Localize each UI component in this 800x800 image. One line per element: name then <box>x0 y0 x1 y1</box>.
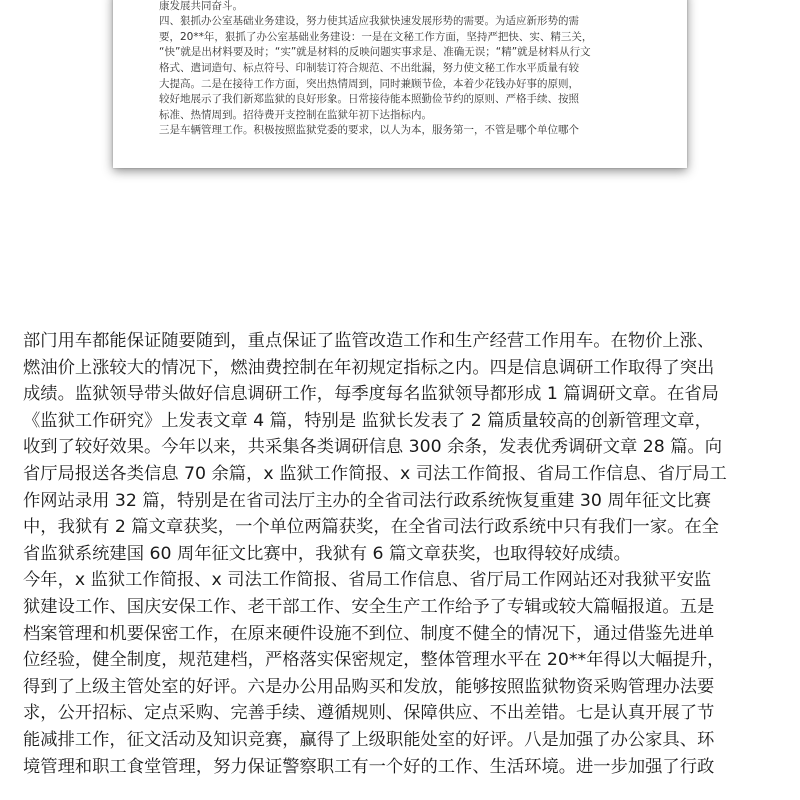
body-line: 今年，x 监狱工作简报、x 司法工作简报、省局工作信息、省厅局工作网站还对我狱平安监 <box>23 570 712 591</box>
body-line: 省监狱系统建国 60 周年征文比赛中，我狱有 6 篇文章获奖，也取得较好成绩。 <box>23 543 631 564</box>
document-preview-card <box>113 0 687 168</box>
card-line: “快”就是出材料要及时；“实”就是材料的反映问题实事求是、准确无误；“精”就是材料从行文 <box>159 46 591 59</box>
body-line: 燃油价上涨较大的情况下，燃油费控制在年初规定指标之内。四是信息调研工作取得了突出 <box>23 357 715 378</box>
body-line: 中，我狱有 2 篇文章获奖，一个单位两篇获奖，在全省司法行政系统中只有我们一家。在全 <box>23 517 719 538</box>
card-text-block <box>159 0 649 139</box>
card-line: 大提高。二是在接待工作方面，突出热情周到，同时兼顾节俭，本着少花钱办好事的原则， <box>159 77 579 90</box>
card-line: 康发展共同奋斗。 <box>159 0 243 12</box>
body-line: 《监狱工作研究》上发表文章 4 篇，特别是 监狱长发表了 2 篇质量较高的创新管理文章， <box>23 410 712 431</box>
main-text-block <box>23 328 783 780</box>
body-line: 位经验，健全制度，规范建档，严格落实保密规定，整体管理水平在 20**年得以大幅提升， <box>23 650 725 671</box>
card-line: 标准、热情周到。招待费开支控制在监狱年初下达指标内。 <box>159 108 432 121</box>
card-line: 三是车辆管理工作。积极按照监狱党委的要求，以人为本，服务第一，不管是哪个单位哪个 <box>159 124 579 137</box>
card-line: 较好地展示了我们新郑监狱的良好形象。日常接待能本照勤俭节约的原则、严格手续、按照 <box>159 93 579 106</box>
card-line: 四、狠抓办公室基础业务建设，努力使其适应我狱快速发展形势的需要。为适应新形势的需 <box>159 15 579 28</box>
card-line: 格式、遣词造句、标点符号、印制装订符合规范、不出纰漏，努力使文秘工作水平质量有较 <box>159 61 579 74</box>
body-line: 作网站录用 32 篇，特别是在省司法厅主办的全省司法行政系统恢复重建 30 周年征文比赛 <box>23 490 712 511</box>
body-line: 部门用车都能保证随要随到，重点保证了监管改造工作和生产经营工作用车。在物价上涨、 <box>23 331 715 351</box>
body-line: 省厅局报送各类信息 70 余篇，x 监狱工作简报、x 司法工作简报、省局工作信息、省厅局工 <box>23 463 727 484</box>
body-line: 成绩。监狱领导带头做好信息调研工作，每季度每名监狱领导都形成 1 篇调研文章。在省局 <box>23 384 719 405</box>
body-line: 境管理和职工食堂管理，努力保证警察职工有一个好的工作、生活环境。进一步加强了行政 <box>23 756 715 777</box>
body-line: 能减排工作，征文活动及知识竞赛，赢得了上级职能处室的好评。八是加强了办公家具、环 <box>23 729 715 750</box>
body-line: 狱建设工作、国庆安保工作、老干部工作、安全生产工作给予了专辑或较大篇幅报道。五是 <box>23 596 715 617</box>
body-line: 档案管理和机要保密工作，在原来硬件设施不到位、制度不健全的情况下，通过借鉴先进单 <box>23 623 715 644</box>
body-line: 求，公开招标、定点采购、完善手续、遵循规则、保障供应、不出差错。七是认真开展了节 <box>23 703 715 724</box>
card-line: 要，20**年，狠抓了办公室基础业务建设：一是在文秘工作方面，坚持严把快、实、精三关， <box>159 30 593 43</box>
body-line: 得到了上级主管处室的好评。六是办公用品购买和发放，能够按照监狱物资采购管理办法要 <box>23 676 715 697</box>
body-line: 收到了较好效果。今年以来，共采集各类调研信息 300 余条，发表优秀调研文章 28 篇。向 <box>23 437 723 458</box>
